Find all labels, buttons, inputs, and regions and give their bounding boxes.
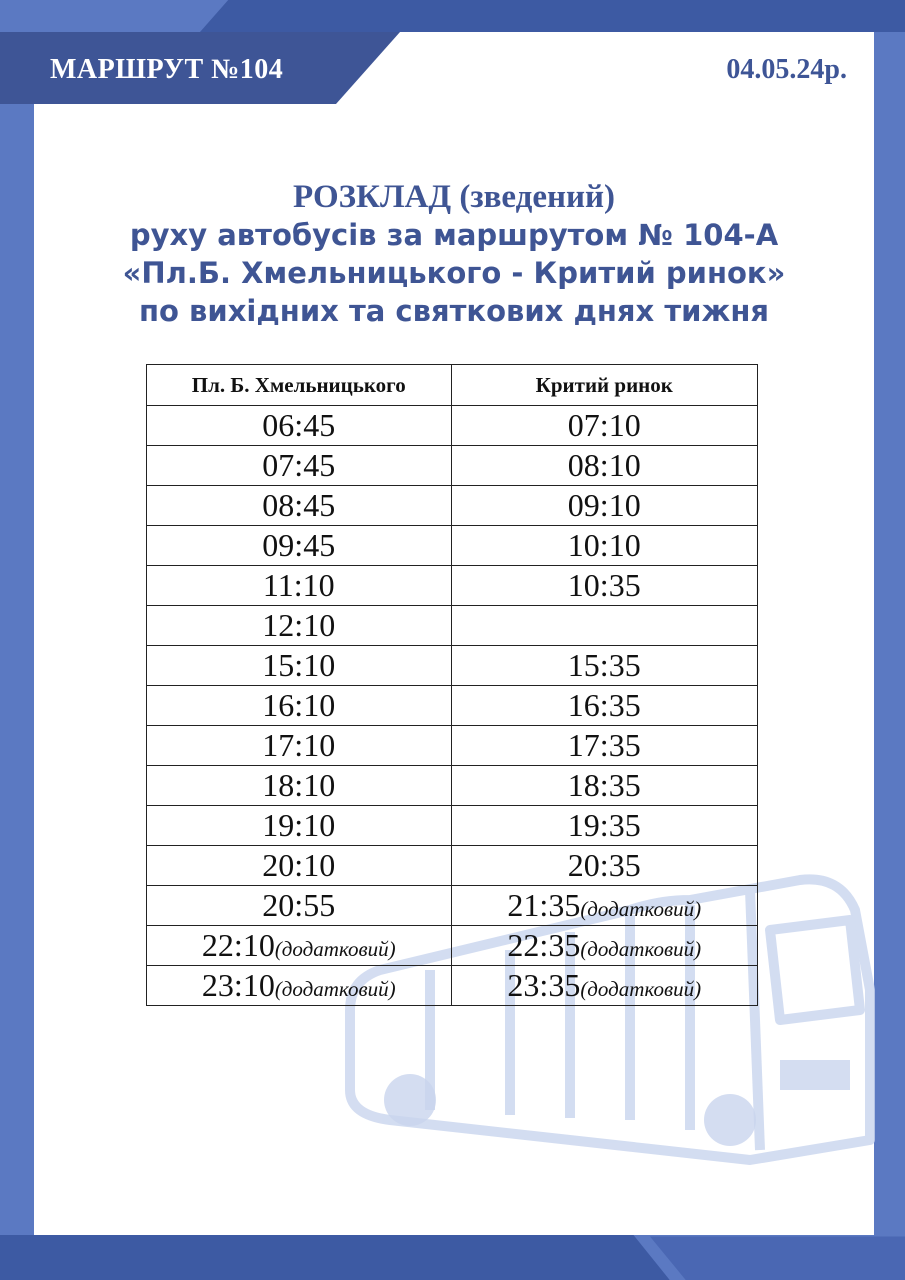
time-value: 11:10: [262, 567, 335, 603]
table-row: [147, 726, 758, 766]
departure-time-krytyi-rynok: [451, 526, 758, 566]
route-number-label: МАРШРУТ №104: [50, 54, 284, 85]
time-value: 12:10: [262, 607, 336, 643]
time-value: 08:45: [262, 487, 336, 523]
departure-time-khmelnytskoho: [147, 486, 452, 526]
departure-time-krytyi-rynok: [451, 846, 758, 886]
time-value: 08:10: [567, 447, 641, 483]
additional-trip-note: (додатковий): [274, 937, 396, 961]
departure-time-khmelnytskoho: [147, 686, 452, 726]
title-line-1: РОЗКЛАД (зведений): [292, 179, 615, 215]
time-value: 16:10: [262, 687, 336, 723]
departure-time-krytyi-rynok: [451, 686, 758, 726]
frame-corner-top-right: [200, 0, 905, 32]
table-row: [147, 406, 758, 446]
departure-time-krytyi-rynok: [451, 606, 758, 646]
table-row: [147, 526, 758, 566]
departure-time-krytyi-rynok: [451, 886, 758, 926]
time-value: 19:10: [262, 807, 336, 843]
departure-time-khmelnytskoho: [147, 726, 452, 766]
departure-time-khmelnytskoho: [147, 766, 452, 806]
table-row: [147, 606, 758, 646]
departure-time-khmelnytskoho: [147, 606, 452, 646]
time-value: 09:10: [567, 487, 641, 523]
departure-time-krytyi-rynok: [451, 726, 758, 766]
schedule-table: [146, 364, 758, 1006]
time-value: 22:35: [507, 927, 581, 963]
time-value: 23:10: [201, 967, 275, 1003]
time-value: 19:35: [567, 807, 641, 843]
column-header-khmelnytskoho: Пл. Б. Хмельницького: [147, 365, 452, 406]
departure-time-krytyi-rynok: [451, 766, 758, 806]
time-value: 10:35: [567, 567, 641, 603]
time-value: 15:10: [262, 647, 336, 683]
departure-time-khmelnytskoho: [147, 566, 452, 606]
table-row: [147, 806, 758, 846]
schedule-date: 04.05.24р.: [726, 54, 847, 85]
time-value: 17:10: [262, 727, 336, 763]
additional-trip-note: (додатковий): [580, 897, 702, 921]
departure-time-khmelnytskoho: [147, 646, 452, 686]
schedule-rows: [147, 406, 758, 1006]
time-value: 20:10: [262, 847, 336, 883]
table-row: [147, 646, 758, 686]
departure-time-krytyi-rynok: [451, 966, 758, 1006]
table-row: [147, 686, 758, 726]
table-row: [147, 886, 758, 926]
table-header-row: [147, 365, 758, 406]
time-value: 18:10: [262, 767, 336, 803]
time-value: 17:35: [567, 727, 641, 763]
additional-trip-note: (додатковий): [274, 977, 396, 1001]
departure-time-khmelnytskoho: [147, 406, 452, 446]
departure-time-khmelnytskoho: [147, 526, 452, 566]
departure-time-krytyi-rynok: [451, 486, 758, 526]
time-value: 22:10: [201, 927, 275, 963]
departure-time-krytyi-rynok: [451, 566, 758, 606]
departure-time-khmelnytskoho: [147, 446, 452, 486]
time-value: 10:10: [567, 527, 641, 563]
title-line-4: по вихідних та святкових днях тижня: [139, 294, 769, 328]
additional-trip-note: (додатковий): [580, 977, 702, 1001]
time-value: 06:45: [262, 407, 336, 443]
time-value: 18:35: [567, 767, 641, 803]
time-value: 20:55: [262, 887, 336, 923]
table-row: [147, 926, 758, 966]
time-value: 20:35: [567, 847, 641, 883]
table-row: [147, 486, 758, 526]
time-value: 07:10: [567, 407, 641, 443]
table-row: [147, 966, 758, 1006]
time-value: 23:35: [507, 967, 581, 1003]
schedule-title: [34, 178, 874, 330]
departure-time-krytyi-rynok: [451, 926, 758, 966]
departure-time-khmelnytskoho: [147, 806, 452, 846]
time-value: 09:45: [262, 527, 336, 563]
time-value: 07:45: [262, 447, 336, 483]
table-row: [147, 446, 758, 486]
title-line-2: руху автобусів за маршрутом № 104-А: [129, 218, 779, 252]
departure-time-khmelnytskoho: [147, 886, 452, 926]
departure-time-krytyi-rynok: [451, 806, 758, 846]
additional-trip-note: (додатковий): [580, 937, 702, 961]
departure-time-krytyi-rynok: [451, 406, 758, 446]
departure-time-krytyi-rynok: [451, 446, 758, 486]
column-header-krytyi-rynok: Критий ринок: [451, 365, 758, 406]
title-line-3: «Пл.Б. Хмельницького - Критий ринок»: [122, 256, 786, 290]
table-row: [147, 766, 758, 806]
departure-time-khmelnytskoho: [147, 926, 452, 966]
table-row: [147, 566, 758, 606]
time-value: 21:35: [507, 887, 581, 923]
departure-time-krytyi-rynok: [451, 646, 758, 686]
time-value: 16:35: [567, 687, 641, 723]
departure-time-khmelnytskoho: [147, 966, 452, 1006]
time-value: 15:35: [567, 647, 641, 683]
table-row: [147, 846, 758, 886]
departure-time-khmelnytskoho: [147, 846, 452, 886]
